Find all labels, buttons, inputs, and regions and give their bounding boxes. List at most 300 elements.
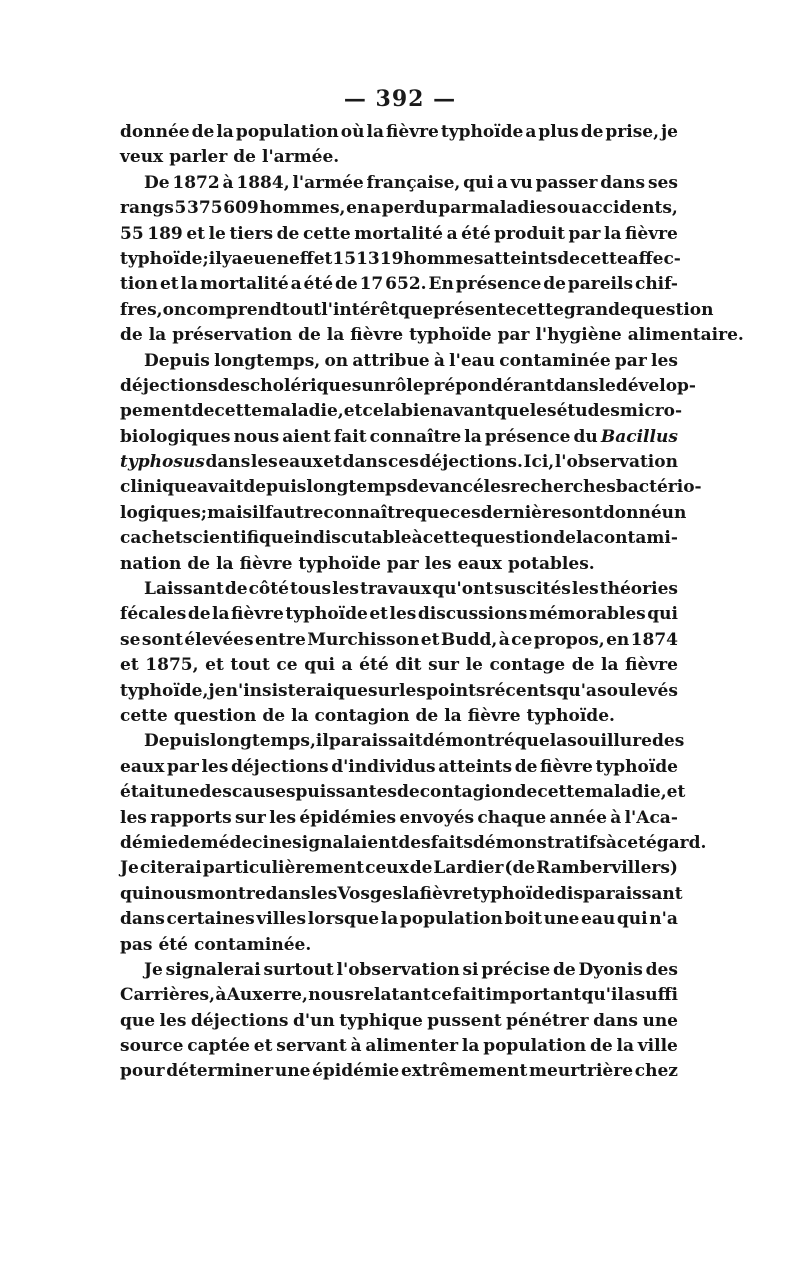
word: la — [575, 528, 594, 549]
word: et — [420, 629, 440, 650]
word: de — [514, 756, 538, 777]
word: médecine — [200, 832, 293, 853]
word: y — [221, 248, 232, 269]
word: ceux — [365, 858, 409, 879]
word: aient — [282, 426, 331, 447]
word: l'eau — [449, 350, 496, 371]
word: ce — [276, 655, 298, 676]
word: présence — [455, 274, 542, 295]
word: logiques; — [120, 502, 208, 523]
text-line — [120, 577, 678, 602]
word: pour — [120, 1061, 165, 1082]
word: la — [216, 122, 234, 142]
word: Depuis — [144, 731, 210, 752]
text-line — [120, 475, 702, 500]
word: que — [414, 502, 450, 523]
word: la — [461, 1036, 480, 1057]
word: population — [483, 1036, 587, 1057]
word: dans — [205, 452, 251, 473]
word: et — [369, 604, 389, 625]
text-line — [120, 552, 678, 577]
text-line — [120, 323, 744, 348]
word: fièvre — [386, 122, 439, 142]
word: nous — [308, 985, 354, 1006]
word: a — [370, 198, 382, 219]
word: devancé — [406, 477, 484, 498]
text-line — [120, 831, 707, 856]
word: chaque — [477, 807, 547, 828]
word: affec- — [627, 248, 681, 269]
word: n'insisterai — [225, 680, 333, 701]
word: entre — [254, 629, 306, 650]
word: sur — [428, 655, 459, 676]
word: rangs — [120, 198, 174, 219]
word: perdu — [381, 198, 438, 219]
word: question — [630, 299, 714, 320]
text-line — [120, 145, 678, 170]
word: ces — [449, 502, 481, 523]
text-line — [120, 247, 681, 272]
word: contaminée — [499, 350, 611, 371]
word: de — [120, 325, 143, 346]
word: cholériques — [249, 375, 362, 396]
word: la — [380, 909, 399, 930]
word: de — [415, 705, 439, 726]
word: déjections — [190, 1010, 289, 1031]
word: causes — [231, 782, 296, 803]
word: captée — [187, 1036, 250, 1057]
word: pement — [120, 401, 192, 422]
word: a — [496, 172, 508, 193]
word: signalaient — [292, 832, 399, 853]
word: de — [571, 655, 595, 676]
word: 1884, — [236, 172, 290, 193]
word: les — [201, 756, 229, 777]
word: la — [326, 325, 345, 346]
word: maladies — [470, 198, 557, 219]
word: accidents, — [581, 198, 678, 219]
word: une — [543, 909, 580, 930]
word: l'observation — [336, 959, 460, 980]
word: fait — [333, 426, 367, 447]
word: disparaissant — [554, 883, 683, 904]
word: tout — [281, 299, 322, 320]
word: que — [332, 680, 368, 701]
word: que — [514, 731, 550, 752]
word: les — [269, 807, 297, 828]
word: la — [148, 325, 167, 346]
word: à — [610, 807, 622, 828]
word: Lardier — [433, 858, 504, 879]
word: études — [556, 401, 620, 422]
word: hommes — [403, 248, 484, 269]
word: fièvre — [540, 756, 593, 777]
word: les — [399, 680, 426, 701]
word: la — [464, 426, 482, 447]
word: extrêmement — [400, 1061, 528, 1082]
word: alimenter — [365, 1036, 459, 1057]
word: en — [606, 629, 630, 650]
word: à — [350, 1036, 362, 1057]
word: a — [525, 122, 537, 142]
word: qui — [463, 172, 494, 193]
word: par — [568, 223, 601, 244]
word: le — [208, 223, 226, 244]
word: mortalité — [354, 223, 443, 244]
word: suscités — [494, 579, 571, 600]
word: et — [205, 655, 224, 676]
word: l'Aca- — [624, 807, 678, 828]
word: la — [444, 705, 462, 726]
word: meurtrière — [529, 1061, 634, 1082]
word: sur — [234, 807, 266, 828]
word: Laissant — [144, 579, 224, 600]
word: 652. — [385, 274, 427, 295]
word: par — [438, 198, 471, 219]
word: l'intérêt — [321, 299, 399, 320]
word: des — [645, 959, 678, 980]
word: rapports — [150, 807, 232, 828]
word: la — [366, 122, 384, 142]
word: qu'il — [581, 985, 624, 1006]
word: on — [324, 350, 349, 371]
word: je — [208, 680, 226, 701]
word: a — [624, 985, 636, 1006]
text-line — [120, 298, 714, 323]
word: ville — [637, 1036, 678, 1057]
word: de — [589, 1036, 613, 1057]
word: fièvre — [625, 655, 678, 676]
word: dans — [265, 883, 311, 904]
word: de — [580, 122, 604, 142]
word: sur — [368, 680, 399, 701]
word: de — [409, 858, 433, 879]
word: l'hygiène — [535, 325, 622, 346]
word: cela — [362, 401, 401, 422]
word: la — [402, 883, 420, 904]
text-line — [120, 222, 678, 247]
word: dans — [553, 375, 599, 396]
word: la — [601, 655, 619, 676]
word: l'armée — [292, 172, 364, 193]
word: de — [224, 579, 248, 600]
word: suffi — [635, 985, 678, 1006]
word: de — [553, 528, 576, 549]
word: dans — [342, 452, 388, 473]
word: dans — [120, 909, 165, 930]
word: citerai — [139, 858, 202, 879]
word: chez — [634, 1061, 678, 1082]
word: Vosges — [337, 883, 403, 904]
word: eaux — [120, 756, 165, 777]
word: Depuis — [144, 350, 210, 371]
text-line — [120, 501, 687, 526]
word: un — [361, 375, 386, 396]
word: points — [426, 680, 486, 701]
text-line — [120, 171, 678, 196]
word: d'individus — [331, 756, 436, 777]
word: donnée — [120, 122, 190, 142]
word: dernières — [480, 502, 572, 523]
word: du — [573, 426, 598, 447]
word: typhoïde — [472, 883, 555, 904]
word: française, — [366, 172, 461, 193]
word: cette — [579, 248, 628, 269]
word: ces — [388, 452, 419, 473]
word: où — [340, 122, 365, 142]
word: préservation — [172, 325, 293, 346]
word: année — [549, 807, 607, 828]
word: signalerai — [165, 959, 261, 980]
word: 151 — [332, 248, 368, 269]
word: se — [120, 629, 141, 650]
word: important — [485, 985, 582, 1006]
word: déjections — [230, 756, 329, 777]
word: chif- — [634, 274, 678, 295]
word: pas — [120, 934, 153, 955]
word: fièvre — [350, 325, 404, 346]
word: la — [549, 731, 568, 752]
word: et — [253, 1036, 273, 1057]
text-line — [120, 1009, 678, 1034]
word: fièvre — [239, 553, 293, 574]
word: des — [398, 832, 431, 853]
word: fièvre — [467, 705, 521, 726]
word: cette — [516, 299, 564, 320]
word: contage — [489, 655, 566, 676]
word: par — [166, 756, 199, 777]
word: puissantes — [295, 782, 397, 803]
word: 1874 — [630, 629, 678, 650]
word: il — [208, 248, 222, 269]
word: Carrières, — [120, 985, 215, 1006]
word: on — [162, 299, 187, 320]
word: reconnaître — [303, 502, 415, 523]
text-line — [120, 780, 686, 805]
word: qui — [120, 883, 151, 904]
word: biologiques — [120, 426, 231, 447]
word: les — [483, 477, 511, 498]
word: de — [177, 832, 201, 853]
word: que — [398, 299, 434, 320]
text-line — [120, 856, 678, 881]
word: été — [303, 274, 334, 295]
word: contami- — [593, 528, 678, 549]
word: comprend — [186, 299, 282, 320]
word: que — [494, 401, 530, 422]
word: sont — [141, 629, 183, 650]
word: fécales — [120, 604, 187, 625]
word: été — [461, 223, 491, 244]
word: prépondérant — [423, 375, 554, 396]
word: propos, — [533, 629, 605, 650]
word: a — [446, 223, 458, 244]
word: typhique — [339, 1010, 423, 1031]
word: tous — [289, 579, 332, 600]
word: De — [144, 172, 170, 193]
text-line — [120, 1034, 678, 1059]
word: 17 — [359, 274, 384, 295]
text-line — [120, 958, 678, 983]
word: était — [120, 782, 164, 803]
word: boit — [504, 909, 543, 930]
word: depuis — [243, 477, 307, 498]
word: et — [666, 782, 686, 803]
word: plus — [538, 122, 579, 142]
word: 189 — [147, 223, 183, 244]
word: typhoïde, — [120, 680, 209, 701]
word: ont — [571, 502, 603, 523]
word: 609 — [223, 198, 259, 219]
text-line — [120, 374, 696, 399]
word: par — [386, 553, 419, 574]
word: Murchisson — [307, 629, 420, 650]
word: dévelop- — [615, 375, 696, 396]
word: indiscutable — [294, 528, 412, 549]
word: pénétrer — [506, 1010, 589, 1031]
word: la — [291, 705, 309, 726]
word: fièvre — [625, 223, 678, 244]
word: Dyonis — [578, 959, 643, 980]
word: passer — [535, 172, 598, 193]
word: égard. — [645, 832, 707, 853]
word: a — [341, 655, 353, 676]
word: de — [187, 604, 211, 625]
word: été — [158, 934, 188, 955]
word: si — [462, 959, 479, 980]
word: contagion — [419, 782, 515, 803]
text-line — [120, 679, 678, 704]
word: contaminée. — [193, 934, 312, 955]
word: démontré — [422, 731, 515, 752]
word: une — [274, 1061, 311, 1082]
word: tiers — [229, 223, 274, 244]
word: 55 — [120, 223, 144, 244]
word: et — [323, 452, 342, 473]
word: été — [359, 655, 389, 676]
word: Ici, — [523, 452, 555, 473]
word: clinique — [120, 477, 198, 498]
text-line — [120, 729, 685, 754]
word: précise — [481, 959, 551, 980]
word: typhoïde; — [120, 248, 209, 269]
word: cette — [302, 223, 351, 244]
word: à — [605, 832, 617, 853]
word: nous — [233, 426, 280, 447]
word: déjections. — [419, 452, 523, 473]
word: de — [396, 782, 420, 803]
word: de — [187, 553, 211, 574]
word: de — [552, 959, 576, 980]
word: que — [120, 1010, 156, 1031]
word: élevées — [184, 629, 254, 650]
word: envoyés — [399, 807, 475, 828]
word: présence — [484, 426, 571, 447]
word: et — [120, 655, 139, 676]
word: cette — [214, 401, 263, 422]
word: qu'a — [556, 680, 597, 701]
word: typhoïde. — [526, 705, 615, 726]
word: Auxerre, — [226, 985, 308, 1006]
word: de — [191, 401, 215, 422]
word: grande — [563, 299, 631, 320]
word: qui — [647, 604, 678, 625]
word: donné — [602, 502, 662, 523]
word: montre — [196, 883, 266, 904]
word: question — [173, 705, 257, 726]
word: maladie, — [585, 782, 667, 803]
word: des — [217, 375, 250, 396]
word: de — [543, 274, 566, 295]
word: eaux — [278, 452, 323, 473]
word: à — [222, 172, 234, 193]
word: attribue — [352, 350, 430, 371]
word: longtemps, — [209, 731, 316, 752]
word: typhoïde — [440, 122, 524, 142]
word: produit — [494, 223, 565, 244]
word: population — [399, 909, 503, 930]
word: le — [465, 655, 483, 676]
word: de — [557, 248, 580, 269]
word: typhoïde — [409, 325, 492, 346]
word: dans — [593, 1010, 638, 1031]
word: paraissait — [328, 731, 423, 752]
word: de — [298, 325, 321, 346]
word: ce — [511, 629, 533, 650]
word: n'a — [649, 909, 678, 930]
word: à — [498, 629, 510, 650]
word: épidémie — [312, 1061, 400, 1082]
word: et — [159, 274, 179, 295]
text-line — [120, 602, 678, 627]
word: par — [497, 325, 530, 346]
word: les — [571, 579, 599, 600]
word: alimentaire. — [627, 325, 744, 346]
word: micro- — [619, 401, 683, 422]
text-line — [120, 450, 678, 475]
word: fièvre — [419, 883, 473, 904]
word: rôle — [386, 375, 424, 396]
word: discussions — [417, 604, 528, 625]
word: la — [212, 604, 230, 625]
word: veux — [120, 147, 164, 168]
word: nous — [150, 883, 197, 904]
word: présente — [433, 299, 517, 320]
word: à — [215, 985, 227, 1006]
text-line — [120, 907, 678, 932]
word: potables. — [507, 553, 595, 574]
word: pussent — [427, 1010, 502, 1031]
word: ses — [647, 172, 678, 193]
word: de — [233, 147, 256, 168]
word: cachet — [120, 528, 183, 549]
word: Rambervillers) — [536, 858, 678, 879]
word: à — [411, 528, 423, 549]
text-line — [120, 399, 683, 424]
word: bactério- — [615, 477, 702, 498]
word: la — [603, 223, 622, 244]
word: relatant — [354, 985, 431, 1006]
word: par — [614, 350, 647, 371]
word: la — [180, 274, 199, 295]
word: une — [164, 782, 200, 803]
word: de — [276, 223, 300, 244]
word: récents — [485, 680, 557, 701]
word: un — [661, 502, 687, 523]
word: d'un — [292, 1010, 335, 1031]
word: Budd, — [440, 629, 498, 650]
word: démonstratifs — [472, 832, 606, 853]
